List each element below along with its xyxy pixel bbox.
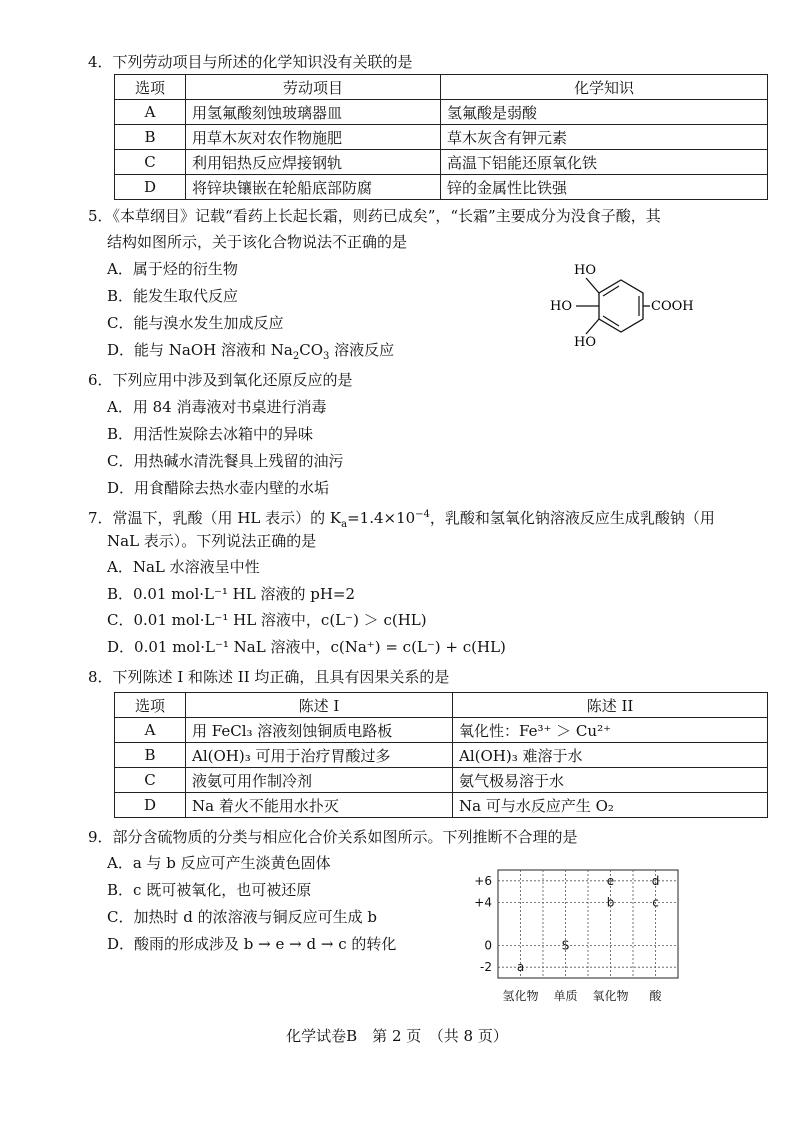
q8-stem: 8．下列陈述 I 和陈述 II 均正确，且具有因果关系的是	[88, 668, 450, 686]
table-cell: 利用铝热反应焊接钢轨	[186, 150, 441, 175]
table-cell: B	[115, 743, 186, 768]
table-header: 选项	[115, 693, 186, 718]
ho-top-label: HO	[574, 263, 596, 278]
y-tick-label: -2	[480, 960, 492, 975]
table-row	[115, 793, 768, 818]
table-cell: C	[115, 768, 186, 793]
table-row	[115, 175, 768, 200]
table-cell: 用氢氟酸刻蚀玻璃器皿	[186, 100, 441, 125]
bond	[586, 319, 599, 334]
q4-table	[114, 74, 768, 200]
table-header: 化学知识	[441, 75, 768, 100]
y-tick-label: 0	[484, 938, 492, 953]
table-row	[115, 768, 768, 793]
q7-option-b: B．0.01 mol·L⁻¹ HL 溶液的 pH=2	[107, 585, 356, 603]
q6-option-a: A．用 84 消毒液对书桌进行消毒	[107, 398, 327, 416]
bond	[586, 278, 599, 293]
data-point-e: e	[606, 873, 615, 888]
table-cell: Al(OH)₃ 难溶于水	[453, 743, 768, 768]
table-cell: D	[115, 793, 186, 818]
table-header-row	[115, 75, 768, 100]
q9-option-a: A．a 与 b 反应可产生淡黄色固体	[107, 854, 331, 872]
data-point-b: b	[606, 895, 615, 910]
table-cell: 氧化性：Fe³⁺ ＞ Cu²⁺	[453, 718, 768, 743]
table-cell: C	[115, 150, 186, 175]
ho-bottom-label: HO	[574, 335, 596, 350]
q7-stem-line1: 7．常温下，乳酸（用 HL 表示）的 $K_a=1.4\times 10^{-4}$，乳酸和氢氧化钠溶液反应生成乳酸钠（用	[88, 509, 715, 530]
y-tick-label: +6	[474, 873, 492, 888]
data-point-S: S	[561, 938, 570, 953]
q5-option-a: A．属于烃的衍生物	[107, 260, 238, 278]
sulfur-valence-chart	[460, 860, 685, 1010]
x-category-label: 氢化物	[502, 989, 539, 1003]
q5-option-c: C．能与溴水发生加成反应	[107, 314, 284, 332]
q5-stem-line1: 5．《本草纲目》记载“看药上长起长霜，则药已成矣”，“长霜”主要成分为没食子酸，其	[88, 207, 661, 225]
table-cell: Na 着火不能用水扑灭	[186, 793, 453, 818]
page-footer: 化学试卷B 第 2 页 （共 8 页）	[286, 1027, 508, 1045]
ho-mid-label: HO	[550, 299, 572, 314]
x-category-label: 氧化物	[592, 989, 629, 1003]
table-header: 劳动项目	[186, 75, 441, 100]
q9-option-b: B．c 既可被氧化，也可被还原	[107, 881, 312, 899]
table-cell: A	[115, 718, 186, 743]
data-point-c: c	[652, 895, 659, 910]
q5-stem-line2: 结构如图所示，关于该化合物说法不正确的是	[107, 233, 408, 251]
table-cell: D	[115, 175, 186, 200]
x-category-label: 单质	[553, 989, 578, 1003]
q5-option-b: B．能发生取代反应	[107, 287, 239, 305]
cooh-label: COOH	[651, 299, 694, 314]
q9-option-c: C．加热时 d 的浓溶液与铜反应可生成 b	[107, 908, 377, 926]
data-point-d: d	[651, 873, 660, 888]
q7-option-a: A．NaL 水溶液呈中性	[107, 558, 260, 576]
table-cell: 锌的金属性比铁强	[441, 175, 768, 200]
table-header: 陈述 II	[453, 693, 768, 718]
q7-option-d: D．0.01 mol·L⁻¹ NaL 溶液中，c(Na⁺) = c(L⁻) + c(HL)	[107, 638, 506, 656]
table-row	[115, 150, 768, 175]
data-point-a: a	[516, 960, 525, 975]
table-cell: 用 FeCl₃ 溶液刻蚀铜质电路板	[186, 718, 453, 743]
table-row	[115, 100, 768, 125]
q7-stem-line2: NaL 表示）。下列说法正确的是	[107, 532, 317, 550]
q5-option-d: D．能与 NaOH 溶液和 $Na_2CO_3$ 溶液反应	[107, 341, 395, 362]
table-cell: 液氨可用作制冷剂	[186, 768, 453, 793]
table-cell: Na 可与水反应产生 O₂	[453, 793, 768, 818]
benzene-ring	[599, 280, 643, 332]
ring-double-bond	[603, 286, 619, 296]
q6-stem: 6．下列应用中涉及到氧化还原反应的是	[88, 371, 353, 389]
table-header-row	[115, 693, 768, 718]
table-cell: 用草木灰对农作物施肥	[186, 125, 441, 150]
table-row	[115, 743, 768, 768]
table-cell: 高温下铝能还原氧化铁	[441, 150, 768, 175]
table-header: 选项	[115, 75, 186, 100]
table-cell: 草木灰含有钾元素	[441, 125, 768, 150]
table-row	[115, 125, 768, 150]
table-cell: 氨气极易溶于水	[453, 768, 768, 793]
ring-double-bond	[603, 316, 619, 326]
q8-table	[114, 692, 768, 818]
table-cell: 将锌块镶嵌在轮船底部防腐	[186, 175, 441, 200]
q9-stem: 9．部分含硫物质的分类与相应化合价关系如图所示。下列推断不合理的是	[88, 828, 578, 846]
q4-stem: 4．下列劳动项目与所述的化学知识没有关联的是	[88, 53, 413, 71]
table-row	[115, 718, 768, 743]
table-cell: B	[115, 125, 186, 150]
table-cell: 氢氟酸是弱酸	[441, 100, 768, 125]
q7-option-c: C．0.01 mol·L⁻¹ HL 溶液中，c(L⁻) ＞ c(HL)	[107, 611, 427, 629]
y-tick-label: +4	[474, 895, 492, 910]
table-cell: A	[115, 100, 186, 125]
q6-option-b: B．用活性炭除去冰箱中的异味	[107, 425, 314, 443]
q9-option-d: D．酸雨的形成涉及 b → e → d → c 的转化	[107, 935, 397, 953]
table-header: 陈述 I	[186, 693, 453, 718]
x-category-label: 酸	[649, 989, 662, 1003]
gallic-acid-structure	[548, 256, 708, 356]
q6-option-d: D．用食醋除去热水壶内壁的水垢	[107, 479, 330, 497]
q6-option-c: C．用热碱水清洗餐具上残留的油污	[107, 452, 344, 470]
table-cell: Al(OH)₃ 可用于治疗胃酸过多	[186, 743, 453, 768]
